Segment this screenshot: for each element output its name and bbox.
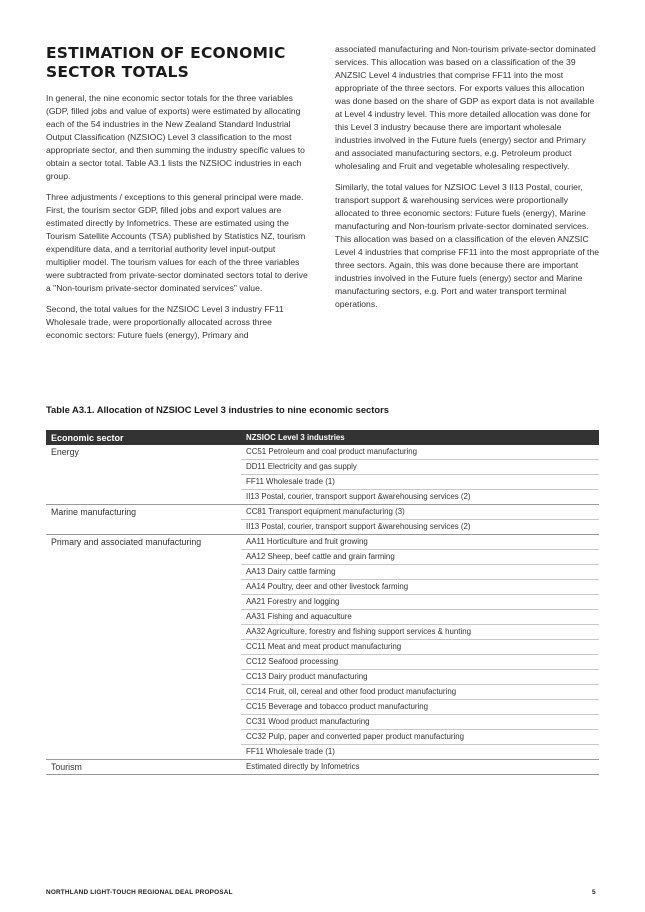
left-column xyxy=(46,44,311,350)
industry-cell: AA12 Sheep, beef cattle and grain farming xyxy=(241,550,599,565)
industry-cell: CC31 Wood product manufacturing xyxy=(241,715,599,730)
table-title: Table A3.1. Allocation of NZSIOC Level 3 industries to nine economic sectors xyxy=(46,404,389,415)
table-row xyxy=(46,760,599,775)
left-paragraph-2: Three adjustments / exceptions to this general principal were made. First, the tourism sector GDP, filled jobs and export values are estimated directly by Infometrics. These are estimated using the Tourism Satellite Accounts (TSA) published by Statistics NZ, tourism expenditure data, and a territorial authority level input-output multiplier model. The tourism values for each of the three variables were subtracted from private-sector dominated sectors total to derive a "Non-tourism private-sector dominated services" value. xyxy=(46,192,308,293)
table-row xyxy=(46,535,599,550)
industry-cell: II13 Postal, courier, transport support &warehousing services (2) xyxy=(241,490,599,505)
industry-cell: FF11 Wholesale trade (1) xyxy=(241,475,599,490)
table-body xyxy=(46,445,599,775)
table-row xyxy=(46,445,599,460)
right-paragraph-2: Similarly, the total values for NZSIOC Level 3 II13 Postal, courier, transport support & warehousing services were proportionally allocated to three economic sectors: Future fuels (energy), Marine manufacturing and Non-tourism private-sector dominated services. This allocation was based on a classification of the eleven ANZSIC Level 4 industries that comprise FF11 into the most appropriate of the three sectors. Again, this was done because there are important industries involved in the Future fuels (energy) sector and Marine manufacturing sectors, e.g. Port and water transport terminal operations. xyxy=(335,182,599,309)
industry-cell: CC14 Fruit, oil, cereal and other food product manufacturing xyxy=(241,685,599,700)
sector-cell: Tourism xyxy=(46,760,241,775)
section-heading xyxy=(46,44,311,82)
industry-cell: AA32 Agriculture, forestry and fishing support services & hunting xyxy=(241,625,599,640)
sector-cell: Energy xyxy=(46,445,241,505)
allocation-table xyxy=(46,430,599,775)
industry-cell: AA14 Poultry, deer and other livestock farming xyxy=(241,580,599,595)
heading-line-1: ESTIMATION OF ECONOMIC xyxy=(46,44,286,62)
heading-line-2: SECTOR TOTALS xyxy=(46,63,189,81)
header-economic-sector: Economic sector xyxy=(46,430,241,445)
industry-cell: Estimated directly by Infometrics xyxy=(241,760,599,775)
industry-cell: AA11 Horticulture and fruit growing xyxy=(241,535,599,550)
table-row xyxy=(46,505,599,520)
industry-cell: CC51 Petroleum and coal product manufacturing xyxy=(241,445,599,460)
left-paragraph-3: Second, the total values for the NZSIOC Level 3 industry FF11 Wholesale trade, were proportionally allocated across three economic sectors: Future fuels (energy), Primary and xyxy=(46,304,284,340)
industry-cell: CC13 Dairy product manufacturing xyxy=(241,670,599,685)
right-column xyxy=(335,43,600,319)
industry-cell: CC81 Transport equipment manufacturing (3) xyxy=(241,505,599,520)
right-paragraph-1: associated manufacturing and Non-tourism private-sector dominated services. This allocation was based on a classification of the 39 ANZSIC Level 4 industries that comprise FF11 into the most appropriate of the three sectors. For exports values this allocation was done based on the share of GDP as export data is not available at Level 4 industry level. This more detailed allocation was done for this Level 3 industry because there are important wholesale industries involved in the Future fuels (energy) sector and Primary and associated manufacturing sectors, e.g. Petroleum product wholesaling and Fruit and vegetable wholesaling respectively. xyxy=(335,44,596,171)
industry-cell: II13 Postal, courier, transport support &warehousing services (2) xyxy=(241,520,599,535)
industry-cell: AA21 Forestry and logging xyxy=(241,595,599,610)
left-paragraph-1: In general, the nine economic sector totals for the three variables (GDP, filled jobs and value of exports) were estimated by allocating each of the 54 industries in the New Zealand Standard Industrial Output Classification (NZSIOC) Level 3 classification to the most appropriate sector, and then summing the industry specific values to obtain a sector total. Table A3.1 lists the NZSIOC industries in each group. xyxy=(46,93,305,181)
industry-cell: AA31 Fishing and aquaculture xyxy=(241,610,599,625)
industry-cell: FF11 Wholesale trade (1) xyxy=(241,745,599,760)
page-number: 5 xyxy=(592,889,596,896)
industry-cell: CC12 Seafood processing xyxy=(241,655,599,670)
industry-cell: CC11 Meat and meat product manufacturing xyxy=(241,640,599,655)
sector-cell: Marine manufacturing xyxy=(46,505,241,535)
header-nzsioc-industries: NZSIOC Level 3 industries xyxy=(241,430,599,445)
industry-cell: CC15 Beverage and tobacco product manufacturing xyxy=(241,700,599,715)
footer-title: NORTHLAND LIGHT-TOUCH REGIONAL DEAL PROPOSAL xyxy=(46,889,233,896)
sector-cell: Primary and associated manufacturing xyxy=(46,535,241,760)
industry-cell: DD11 Electricity and gas supply xyxy=(241,460,599,475)
table-header-row xyxy=(46,430,599,445)
industry-cell: CC32 Pulp, paper and converted paper product manufacturing xyxy=(241,730,599,745)
industry-cell: AA13 Dairy cattle farming xyxy=(241,565,599,580)
